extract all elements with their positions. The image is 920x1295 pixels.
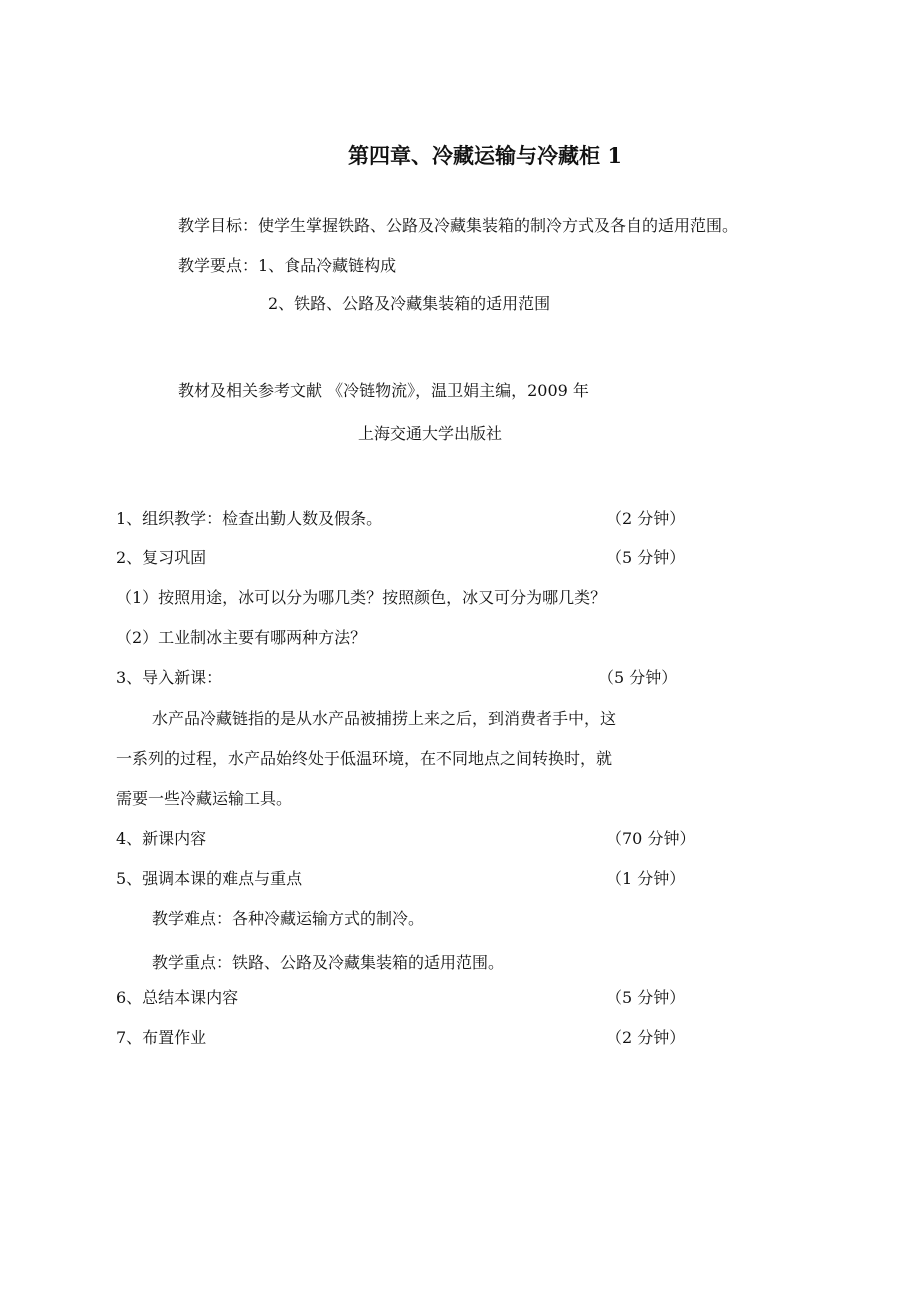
step-3-time: （5 分钟） bbox=[598, 668, 678, 687]
step-7-time: （2 分钟） bbox=[606, 1028, 686, 1047]
step-1-time: （2 分钟） bbox=[606, 509, 686, 528]
step-7-text: 7、布置作业 bbox=[116, 1028, 207, 1047]
key-points-label: 教学要点：1、食品冷藏链构成 bbox=[178, 256, 397, 275]
teaching-objective: 教学目标：使学生掌握铁路、公路及冷藏集装箱的制冷方式及各自的适用范围。 bbox=[178, 216, 739, 235]
step-3-text: 3、导入新课： bbox=[116, 668, 223, 687]
step-2-time: （5 分钟） bbox=[606, 548, 686, 567]
intro-line-3: 需要一些冷藏运输工具。 bbox=[116, 789, 293, 808]
intro-line-2: 一系列的过程，水产品始终处于低温环境，在不同地点之间转换时，就 bbox=[116, 749, 613, 768]
step-2-text: 2、复习巩固 bbox=[116, 548, 207, 567]
teaching-difficulty: 教学难点：各种冷藏运输方式的制冷。 bbox=[152, 909, 425, 928]
page-title: 第四章、冷藏运输与冷藏柜 1 bbox=[348, 143, 622, 168]
review-question-1: （1）按照用途，冰可以分为哪几类？按照颜色，冰又可分为哪几类？ bbox=[116, 588, 607, 607]
reference-line-2: 上海交通大学出版社 bbox=[358, 424, 503, 443]
step-5-text: 5、强调本课的难点与重点 bbox=[116, 869, 303, 888]
teaching-emphasis: 教学重点：铁路、公路及冷藏集装箱的适用范围。 bbox=[152, 953, 505, 972]
step-1-text: 1、组织教学：检查出勤人数及假条。 bbox=[116, 509, 383, 528]
key-point-2: 2、铁路、公路及冷藏集装箱的适用范围 bbox=[268, 294, 551, 313]
step-4-text: 4、新课内容 bbox=[116, 829, 207, 848]
review-question-2: （2）工业制冰主要有哪两种方法？ bbox=[116, 628, 367, 647]
intro-line-1: 水产品冷藏链指的是从水产品被捕捞上来之后，到消费者手中，这 bbox=[152, 709, 617, 728]
step-6-time: （5 分钟） bbox=[606, 988, 686, 1007]
step-5-time: （1 分钟） bbox=[606, 869, 686, 888]
step-4-time: （70 分钟） bbox=[606, 829, 696, 848]
reference-line-1: 教材及相关参考文献 《冷链物流》，温卫娟主编，2009 年 bbox=[178, 381, 589, 400]
step-6-text: 6、总结本课内容 bbox=[116, 988, 239, 1007]
